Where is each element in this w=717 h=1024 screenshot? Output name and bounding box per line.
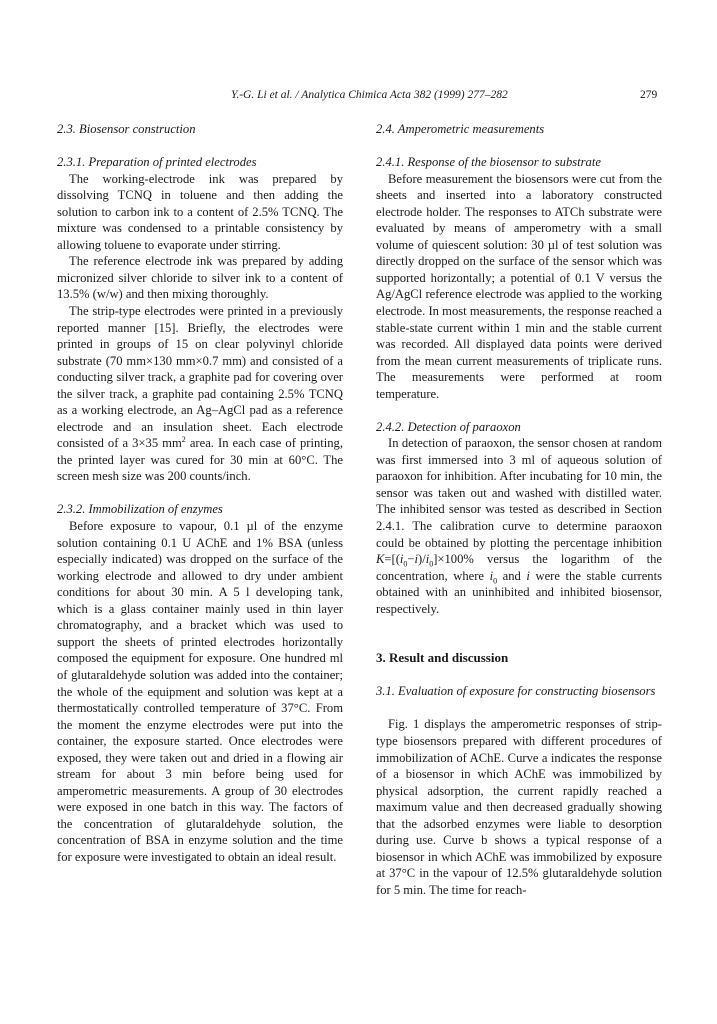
formula-variable: i <box>526 568 530 583</box>
section-2-4-2-heading: 2.4.2. Detection of paraoxon <box>376 419 521 434</box>
formula-variable: i <box>399 552 404 567</box>
paragraph: The reference electrode ink was prepared by adding micronized silver chloride to silver ink to a content of 13.5% (w/w) and then mixing thoroughly. <box>57 254 343 302</box>
formula-variable: i <box>489 568 494 583</box>
paragraph: Before exposure to vapour, 0.1 µl of the enzyme solution containing 0.1 U AChE and 1% BSA (unless especially indicated) was dropped on the surface of the working electrode and allowed to dry under ambient conditions for about 30 min. A 5 l developing tank, which is a glass container mainly used in thin layer chromatography, and a bracket which was used to support the sheets of printed electrodes horizontally composed the equipment for exposure. One hundred ml of glutaraldehyde solution was added into the container; the whole of the equipment and solution was kept at a thermostatically controlled temperature of 37°C. From the moment the enzyme electrodes were put into the container, the exposure started. Once electrodes were exposed, they were taken out and dried in a flowing air stream for about 3 min before being used for amperometric measurements. A group of 30 electrodes were exposed in one batch in this way. The factors of the concentration of glutaraldehyde solution, the concentration of BSA in enzyme solution and the time for exposure were investigated to obtain an ideal result. <box>57 519 343 864</box>
formula-variable: K <box>376 552 385 567</box>
subscript: 0 <box>493 576 498 586</box>
paragraph-text: In detection of paraoxon, the sensor chosen at random was first immersed into 3 ml of aqueous solution of paraoxon for inhibition. After incubating for 10 min, the sensor was taken out and washed with distilled water. The inhibited sensor was tested as described in Section 2.4.1. The calibration curve to determine paraoxon could be obtained by plotting the percentage inhibition <box>376 436 662 550</box>
formula-variable: i <box>414 552 419 567</box>
paragraph-text: and <box>497 568 527 583</box>
section-2-4-1-heading: 2.4.1. Response of the biosensor to substrate <box>376 155 601 170</box>
running-head <box>0 89 717 105</box>
paragraph <box>57 303 343 485</box>
section-2-3-heading: 2.3. Biosensor construction <box>57 122 196 136</box>
paragraph: Fig. 1 displays the amperometric responses of strip-type biosensors prepared with different procedures of immobilization of AChE. Curve a indicates the response of a biosensor in which AChE was immobilized by physical adsorption, the current rapidly reached a maximum value and then decreased gradually showing that the adsorbed enzymes were liable to desorption during use. Curve b shows a typical response of a biosensor in which AChE was immobilized by exposure at 37°C in the vapour of 12.5% glutaraldehyde solution for 5 min. The time for reach- <box>376 717 662 897</box>
subscript: 0 <box>403 559 408 569</box>
paragraph-text: area. In each case of printing, the printed layer was cured for 30 min at 60°C. The screen mesh size was 200 counts/inch. <box>57 436 343 484</box>
paragraph-text: versus the logarithm of the concentration, where <box>376 552 662 583</box>
paragraph: Before measurement the biosensors were cut from the sheets and inserted into a laboratory constructed electrode holder. The responses to ATCh substrate were evaluated by means of amperometry with a small volume of quiescent solution: 30 µl of test solution was directly dropped on the surface of the sensor which was supported horizontally; a potential of 0.1 V versus the Ag/AgCl reference electrode was applied to the working electrode. In most measurements, the response reached a stable-state current within 1 min and the stable current was recorded. All displayed data points were derived from the mean current measurements of triplicate runs. The measurements were performed at room temperature. <box>376 171 662 401</box>
formula-variable: i <box>425 552 430 567</box>
section-2-4-heading: 2.4. Amperometric measurements <box>376 122 545 136</box>
paragraph-text: were the stable currents obtained with an uninhibited and inhibited biosensor, respectively. <box>376 568 662 616</box>
section-2-3-1-heading: 2.3.1. Preparation of printed electrodes <box>57 155 257 170</box>
right-column <box>376 121 662 898</box>
formula-text: )/ <box>418 552 426 567</box>
paragraph <box>376 435 662 617</box>
section-3-1-heading: 3.1. Evaluation of exposure for constructing biosensors <box>376 684 656 699</box>
left-column <box>57 121 343 866</box>
formula-text: =[( <box>384 552 400 567</box>
page-number: 279 <box>640 89 658 101</box>
superscript: 2 <box>181 435 186 445</box>
section-2-3-2-heading: 2.3.2. Immobilization of enzymes <box>57 502 223 517</box>
paragraph-text: The strip-type electrodes were printed in a previously reported manner [15]. Briefly, the electrodes were printed in groups of 15 on clear polyvinyl chloride substrate (70 mm×130 mm×0.7 mm) and consisted of a conducting silver track, a graphite pad for covering over the silver track, a graphite pad containing 2.5% TCNQ as a working electrode, an Ag–AgCl pad as a reference electrode and an insulation sheet. Each electrode consisted of a 3×35 mm <box>57 303 343 451</box>
paragraph: The working-electrode ink was prepared by dissolving TCNQ in toluene and then adding the solution to carbon ink to a content of 2.5% TCNQ. The mixture was condensed to a printable consistency by allowing toluene to evaporate under stirring. <box>57 171 343 252</box>
subscript: 0 <box>429 559 434 569</box>
formula-text: ]×100% <box>433 552 474 567</box>
section-3-heading: 3. Result and discussion <box>376 650 509 666</box>
journal-citation: Y.-G. Li et al. / Analytica Chimica Acta 382 (1999) 277–282 <box>231 89 508 101</box>
formula-text: − <box>407 552 415 567</box>
